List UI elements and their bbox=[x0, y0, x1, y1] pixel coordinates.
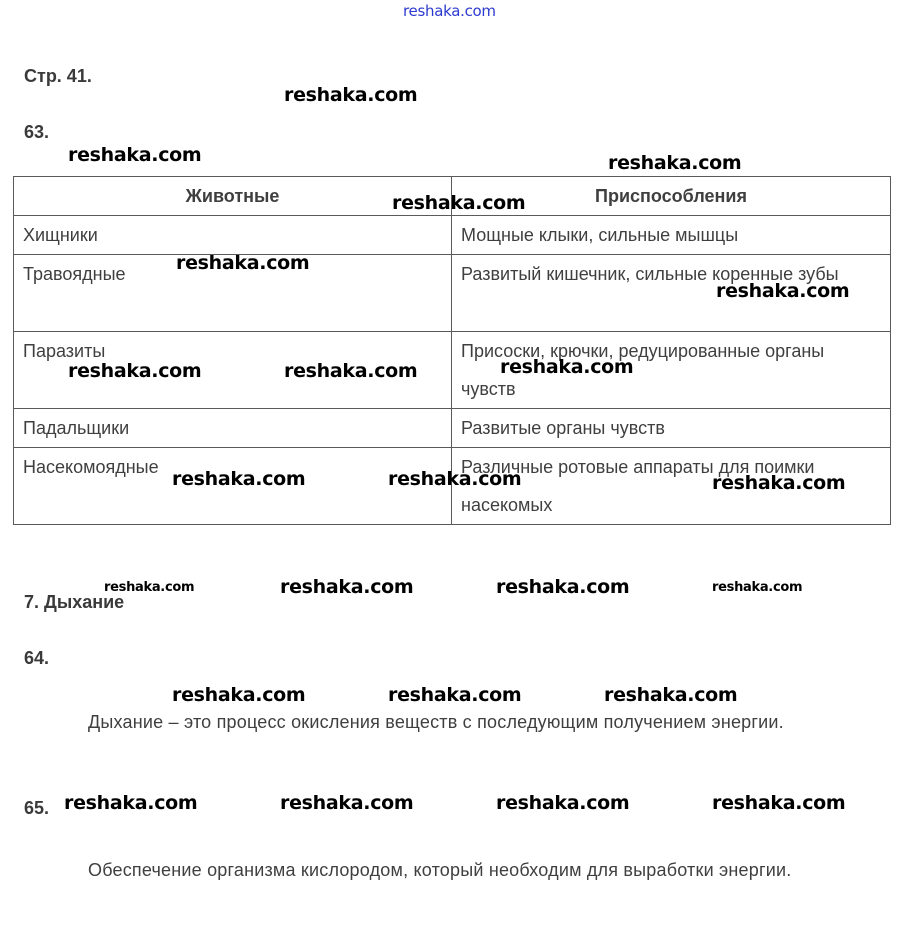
header-animals: Животные bbox=[14, 177, 452, 216]
watermark: reshaka.com bbox=[712, 792, 846, 814]
adaptation-cell: Развитые органы чувств bbox=[452, 409, 891, 448]
watermark: reshaka.com bbox=[496, 576, 630, 598]
watermark: reshaka.com bbox=[712, 472, 846, 494]
watermark: reshaka.com bbox=[172, 684, 306, 706]
page-label: Стр. 41. bbox=[24, 66, 92, 86]
watermark: reshaka.com bbox=[604, 684, 738, 706]
watermark: reshaka.com bbox=[68, 144, 202, 166]
watermark: reshaka.com bbox=[280, 576, 414, 598]
watermark: reshaka.com bbox=[388, 468, 522, 490]
header-adaptations: Приспособления bbox=[452, 177, 891, 216]
watermark: reshaka.com bbox=[608, 152, 742, 174]
animal-cell: Хищники bbox=[14, 216, 452, 255]
watermark: reshaka.com bbox=[176, 252, 310, 274]
task-65-answer: Обеспечение организма кислородом, который необходим для выработки энергии. bbox=[88, 860, 792, 880]
animal-cell: Травоядные bbox=[14, 255, 452, 332]
animal-cell: Паразиты bbox=[14, 332, 452, 409]
watermark: reshaka.com bbox=[284, 84, 418, 106]
task-64-number: 64. bbox=[24, 648, 50, 668]
animal-cell: Падальщики bbox=[14, 409, 452, 448]
table-row bbox=[14, 409, 891, 448]
adaptation-cell: Развитый кишечник, сильные коренные зубы bbox=[452, 255, 891, 332]
watermark: reshaka.com bbox=[68, 360, 202, 382]
watermark: reshaka.com bbox=[388, 684, 522, 706]
task-64-answer: Дыхание – это процесс окисления веществ с последующим получением энергии. bbox=[88, 712, 784, 732]
watermark: reshaka.com bbox=[500, 356, 634, 378]
task-63-number: 63. bbox=[24, 122, 50, 142]
table-row bbox=[14, 216, 891, 255]
watermark: reshaka.com bbox=[716, 280, 850, 302]
animal-cell: Насекомоядные bbox=[14, 448, 452, 525]
section-title: 7. Дыхание bbox=[24, 592, 125, 612]
top-watermark[interactable]: reshaka.com bbox=[403, 2, 496, 20]
adaptation-cell: Различные ротовые аппараты для поимки насекомых bbox=[452, 448, 891, 525]
adaptation-cell: Мощные клыки, сильные мышцы bbox=[452, 216, 891, 255]
watermark: reshaka.com bbox=[64, 792, 198, 814]
watermark: reshaka.com bbox=[280, 792, 414, 814]
watermark: reshaka.com bbox=[172, 468, 306, 490]
adaptation-cell: Присоски, крючки, редуцированные органы чувств bbox=[452, 332, 891, 409]
watermark: reshaka.com bbox=[496, 792, 630, 814]
watermark: reshaka.com bbox=[392, 192, 526, 214]
watermark: reshaka.com bbox=[284, 360, 418, 382]
watermark: reshaka.com bbox=[104, 580, 195, 595]
task-65-number: 65. bbox=[24, 798, 50, 818]
watermark: reshaka.com bbox=[712, 580, 803, 595]
